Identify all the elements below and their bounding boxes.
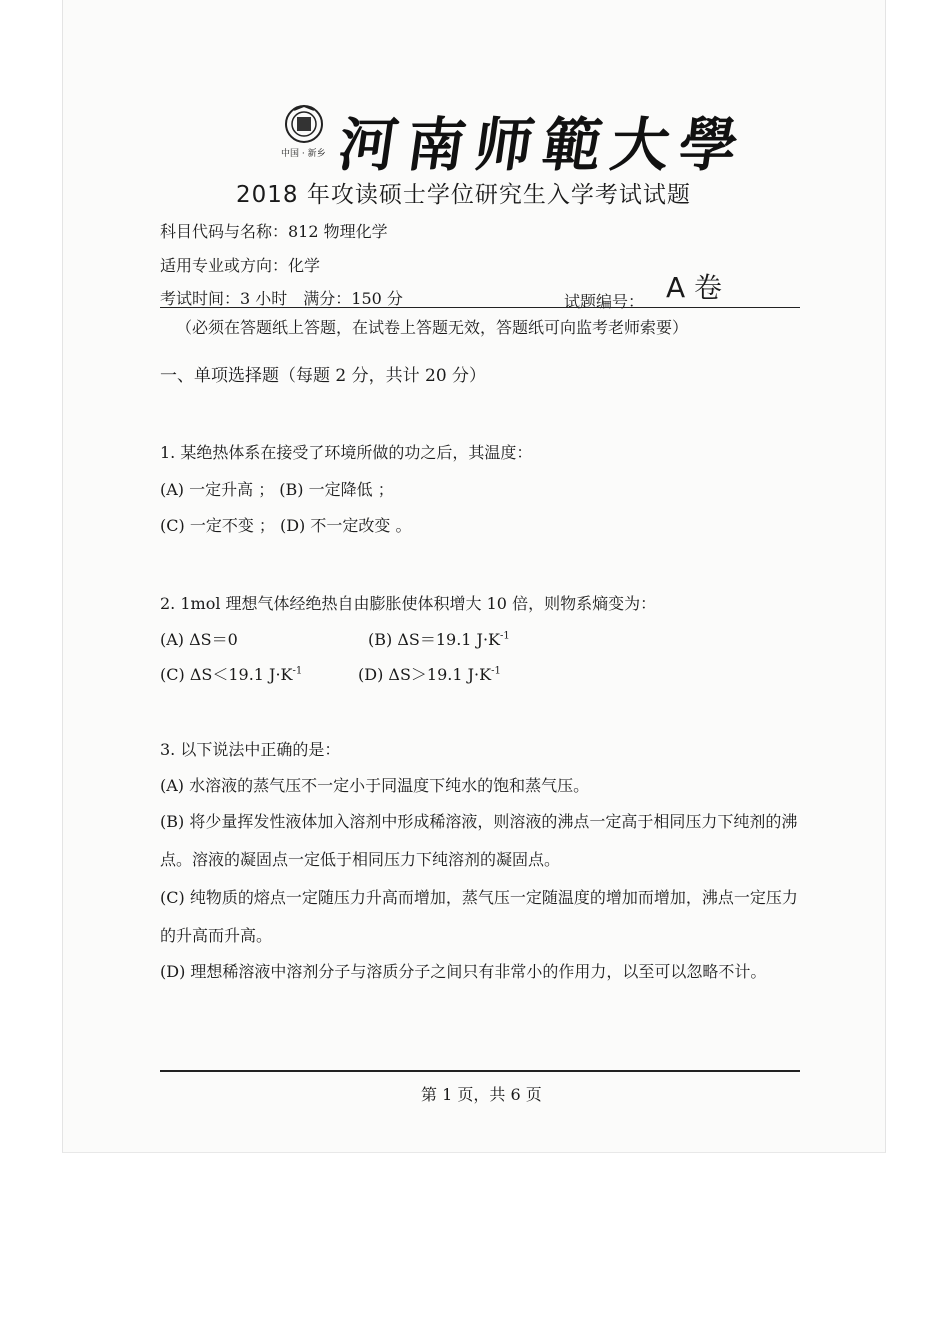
option-b-text: (B) ΔS＝19.1 J·K xyxy=(368,630,501,649)
exam-title: 2018 年攻读硕士学位研究生入学考试试题 xyxy=(236,182,691,208)
question-2-stem: 2. 1mol 理想气体经绝热自由膨胀使体积增大 10 倍，则物系熵变为： xyxy=(160,594,657,613)
unit-exponent: -1 xyxy=(500,630,510,642)
question-1-options-cd: (C) 一定不变 ； (D) 不一定改变 。 xyxy=(160,516,412,535)
page-number: 第 1 页，共 6 页 xyxy=(421,1085,542,1104)
paper-number-label: 试题编号： xyxy=(564,292,645,311)
question-2-option-b xyxy=(368,627,510,650)
option-c-text: (C) ΔS＜19.1 J·K xyxy=(160,665,293,684)
unit-exponent: -1 xyxy=(292,665,303,677)
question-3-stem: 3. 以下说法中正确的是： xyxy=(160,740,341,759)
time-score-line: 考试时间：3 小时 满分：150 分 xyxy=(160,289,403,308)
question-3-option-c: (C) 纯物质的熔点一定随压力升高而增加，蒸气压一定随温度的增加而增加，沸点一定压力的升高而升高。 xyxy=(160,888,798,945)
seal-caption: 中国 · 新乡 xyxy=(281,149,326,159)
footer-divider xyxy=(160,1070,800,1072)
question-3-option-d: (D) 理想稀溶液中溶剂分子与溶质分子之间只有非常小的作用力，以至可以忽略不计。 xyxy=(160,962,767,981)
question-3-option-b: (B) 将少量挥发性液体加入溶剂中形成稀溶液，则溶液的沸点一定高于相同压力下纯剂的沸点。溶液的凝固点一定低于相同压力下纯溶剂的凝固点。 xyxy=(160,812,798,869)
unit-exponent: -1 xyxy=(491,665,501,677)
question-2-option-c xyxy=(160,662,302,685)
university-name: 河南师範大學 xyxy=(334,111,753,179)
paper-number-value: A 卷 xyxy=(666,271,723,304)
answer-notice: （必须在答题纸上答题，在试卷上答题无效，答题纸可向监考老师索要） xyxy=(176,318,689,337)
major-line: 适用专业或方向：化学 xyxy=(160,256,321,275)
question-1-stem: 1. 某绝热体系在接受了环境所做的功之后，其温度： xyxy=(160,443,533,462)
section-title: 一、单项选择题（每题 2 分，共计 20 分） xyxy=(160,366,487,386)
question-1-options-ab: (A) 一定升高 ； (B) 一定降低 ； xyxy=(160,480,394,499)
question-2-option-d xyxy=(358,662,501,685)
question-3-option-a: (A) 水溶液的蒸气压不一定小于同温度下纯水的饱和蒸气压。 xyxy=(160,776,590,795)
option-d-text: (D) ΔS＞19.1 J·K xyxy=(358,665,492,684)
subject-line: 科目代码与名称：812 物理化学 xyxy=(160,222,388,241)
question-2-option-a: (A) ΔS＝0 xyxy=(160,630,238,649)
university-seal-icon xyxy=(284,104,324,144)
header-divider xyxy=(160,307,800,308)
